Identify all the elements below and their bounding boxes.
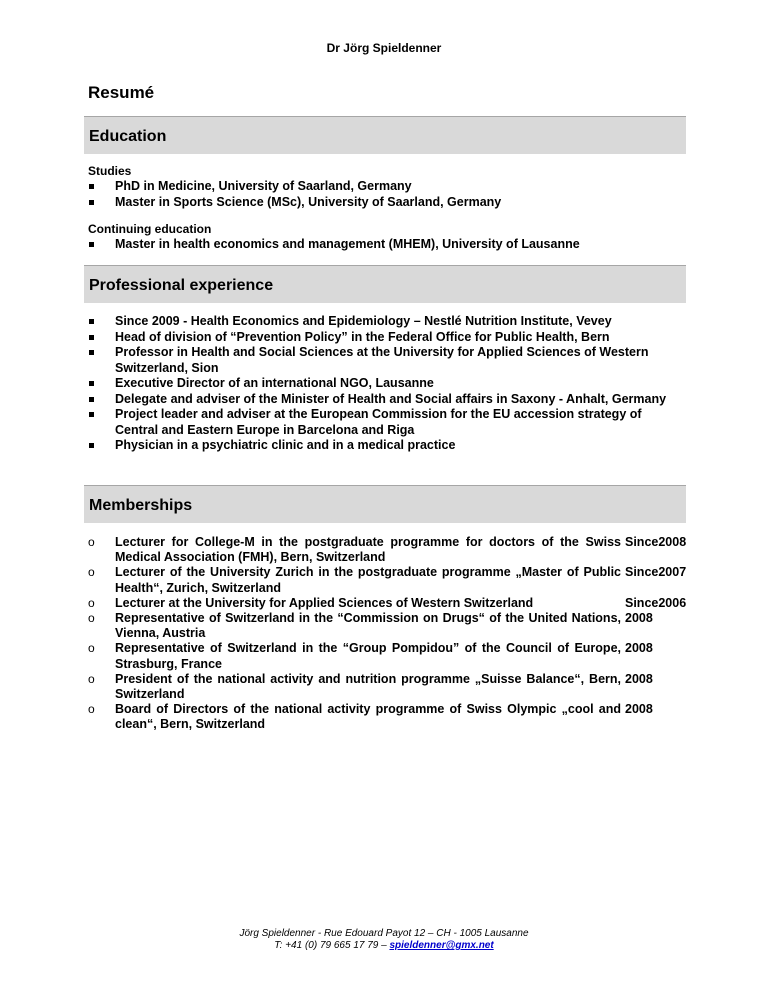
page-footer [0, 928, 768, 952]
experience-list [88, 314, 684, 454]
membership-year: 2008 [625, 641, 653, 656]
membership-row [88, 702, 688, 732]
page-header-name: Dr Jörg Spieldenner [326, 41, 442, 55]
membership-year: Since2007 [625, 565, 687, 580]
membership-year: 2008 [625, 671, 653, 686]
membership-row [88, 596, 688, 611]
circle-bullet-icon: o [88, 611, 95, 626]
circle-bullet-icon: o [88, 671, 95, 686]
membership-row [88, 672, 688, 702]
list-item: Executive Director of an international NGO, Lausanne [88, 376, 684, 392]
membership-text: Representative of Switzerland in the “Group Pompidou” of the Council of Europe, Strasburg, France [115, 641, 621, 671]
continuing-education-label: Continuing education [88, 222, 212, 236]
membership-text: Representative of Switzerland in the “Commission on Drugs“ of the United Nations, Vienna, Austria [115, 611, 621, 641]
membership-text: Lecturer of the University Zurich in the postgraduate programme „Master of Public Health“, Zurich, Switzerland [115, 565, 621, 595]
footer-email-link[interactable]: spieldenner@gmx.net [389, 940, 494, 951]
page-title: Resumé [88, 83, 155, 102]
list-item: Project leader and adviser at the European Commission for the EU accession strategy of Central and Eastern Europe in Barcelona and Riga [88, 407, 684, 438]
list-item: Master in health economics and management (MHEM), University of Lausanne [88, 237, 688, 253]
circle-bullet-icon: o [88, 641, 95, 656]
education-heading: Education [89, 128, 167, 145]
membership-text: Lecturer at the University for Applied Sciences of Western Switzerland [115, 595, 534, 610]
list-item: Physician in a psychiatric clinic and in a medical practice [88, 438, 684, 454]
footer-contact [0, 940, 768, 952]
list-item: Professor in Health and Social Sciences at the University for Applied Sciences of Western Switzerland, Sion [88, 345, 684, 376]
list-item: Since 2009 - Health Economics and Epidemiology – Nestlé Nutrition Institute, Vevey [88, 314, 684, 330]
education-heading-band [84, 116, 686, 154]
membership-row [88, 535, 688, 565]
membership-year: Since2006 [625, 595, 687, 610]
experience-section [88, 314, 684, 454]
membership-text: President of the national activity and nutrition programme „Suisse Balance“, Bern, Switzerland [115, 671, 621, 702]
memberships-heading-band [84, 485, 686, 523]
circle-bullet-icon: o [88, 702, 95, 717]
list-item: Head of division of “Prevention Policy” in the Federal Office for Public Health, Bern [88, 330, 684, 346]
education-section [88, 164, 688, 253]
list-item: Delegate and adviser of the Minister of Health and Social affairs in Saxony - Anhalt, Germany [88, 392, 684, 408]
membership-row [88, 565, 688, 595]
experience-heading-band [84, 265, 686, 303]
membership-text: Lecturer for College-M in the postgraduate programme for doctors of the Swiss Medical Association (FMH), Bern, Switzerland [115, 535, 621, 565]
footer-phone: T: +41 (0) 79 665 17 79 – [274, 940, 390, 951]
studies-list [88, 179, 688, 210]
circle-bullet-icon: o [88, 595, 95, 610]
footer-address: Jörg Spieldenner - Rue Edouard Payot 12 – CH - 1005 Lausanne [239, 928, 529, 939]
membership-row [88, 641, 688, 671]
memberships-section [88, 535, 688, 733]
circle-bullet-icon: o [88, 565, 95, 580]
studies-label: Studies [88, 164, 132, 178]
continuing-education-list [88, 237, 688, 253]
membership-row [88, 611, 688, 641]
membership-year: Since2008 [625, 535, 687, 549]
membership-text: Board of Directors of the national activity programme of Swiss Olympic „cool and clean“, Bern, Switzerland [115, 702, 621, 732]
list-item: PhD in Medicine, University of Saarland, Germany [88, 179, 688, 195]
circle-bullet-icon: o [88, 535, 95, 549]
membership-year: 2008 [625, 702, 653, 717]
list-item: Master in Sports Science (MSc), University of Saarland, Germany [88, 195, 688, 211]
memberships-heading: Memberships [89, 497, 193, 514]
experience-heading: Professional experience [89, 277, 274, 294]
membership-year: 2008 [625, 611, 653, 626]
